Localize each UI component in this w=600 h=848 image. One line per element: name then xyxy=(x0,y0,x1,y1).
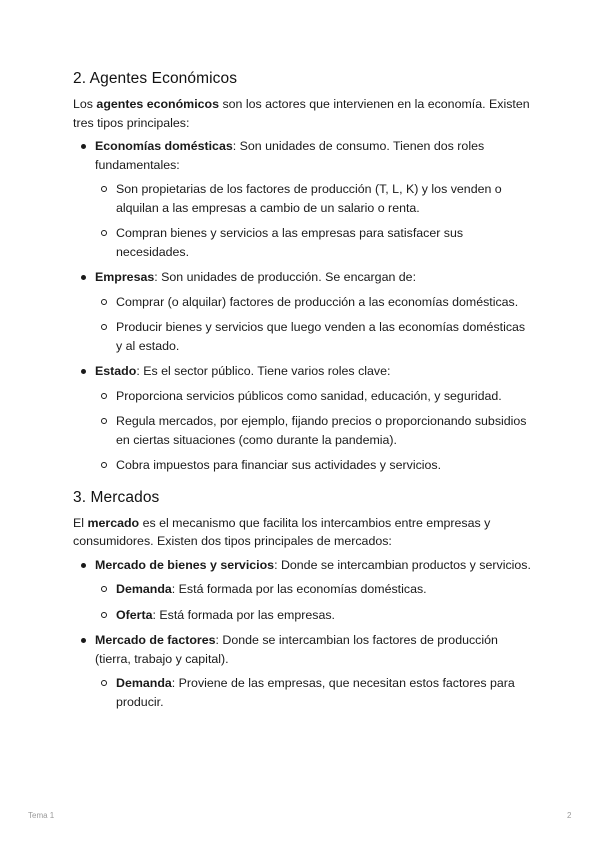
sublist xyxy=(95,580,533,624)
page-number: 2 xyxy=(567,811,572,820)
section-heading-mercados: 3. Mercados xyxy=(73,488,160,506)
list-item: Mercado de bienes y servicios: Donde se intercambian productos y servicios. Demanda: Está formada por las economías domésticas. Oferta: Está formada por las empresas. xyxy=(73,556,533,625)
section-heading-agentes: 2. Agentes Económicos xyxy=(73,70,238,87)
footer-title: Tema 1 xyxy=(28,811,55,820)
agentes-list xyxy=(73,137,533,475)
list-item: Estado: Es el sector público. Tiene varios roles clave: Proporciona servicios públicos como sanidad, educación, y seguridad. Regula mercados, por ejemplo, fijando precios o proporcionando subsidios en ciertas situaciones (como durante la pandemia). Cobra impuestos para financiar sus actividades y servicios. xyxy=(73,362,533,475)
list-item: Cobra impuestos para financiar sus actividades y servicios. xyxy=(95,456,533,475)
list-item: Economías domésticas: Son unidades de consumo. Tienen dos roles fundamentales: Son propietarias de los factores de producción (T, L, K) y los venden o alquilan a las empresas a cambio de un salario o renta. Compran bienes y servicios a las empresas para satisfacer sus necesidades. xyxy=(73,137,533,261)
sublist xyxy=(95,293,533,356)
document-page xyxy=(73,70,533,718)
list-item: Regula mercados, por ejemplo, fijando precios o proporcionando subsidios en ciertas situaciones (como durante la pandemia). xyxy=(95,412,533,449)
list-item: Oferta: Está formada por las empresas. xyxy=(95,606,533,625)
list-item: Demanda: Proviene de las empresas, que necesitan estos factores para producir. xyxy=(95,674,533,711)
list-item: Son propietarias de los factores de producción (T, L, K) y los venden o alquilan a las empresas a cambio de un salario o renta. xyxy=(95,180,533,217)
list-item: Proporciona servicios públicos como sanidad, educación, y seguridad. xyxy=(95,387,533,406)
sublist xyxy=(95,674,533,711)
sublist xyxy=(95,387,533,475)
list-item: Producir bienes y servicios que luego venden a las economías domésticas y al estado. xyxy=(95,318,533,355)
list-item: Compran bienes y servicios a las empresas para satisfacer sus necesidades. xyxy=(95,224,533,261)
list-item: Comprar (o alquilar) factores de producción a las economías domésticas. xyxy=(95,293,533,312)
list-item: Demanda: Está formada por las economías domésticas. xyxy=(95,580,533,599)
section-intro-mercados: El mercado es el mecanismo que facilita los intercambios entre empresas y consumidores. Existen dos tipos principales de mercados: xyxy=(73,515,491,548)
sublist xyxy=(95,180,533,261)
mercados-list xyxy=(73,556,533,712)
list-item: Empresas: Son unidades de producción. Se encargan de: Comprar (o alquilar) factores de producción a las economías domésticas. Producir bienes y servicios que luego venden a las economías domésticas y al estado. xyxy=(73,268,533,355)
list-item: Mercado de factores: Donde se intercambian los factores de producción (tierra, trabajo y capital). Demanda: Proviene de las empresas, que necesitan estos factores para producir. xyxy=(73,631,533,711)
section-intro-agentes: Los agentes económicos son los actores que intervienen en la economía. Existen tres tipos principales: xyxy=(73,97,530,130)
